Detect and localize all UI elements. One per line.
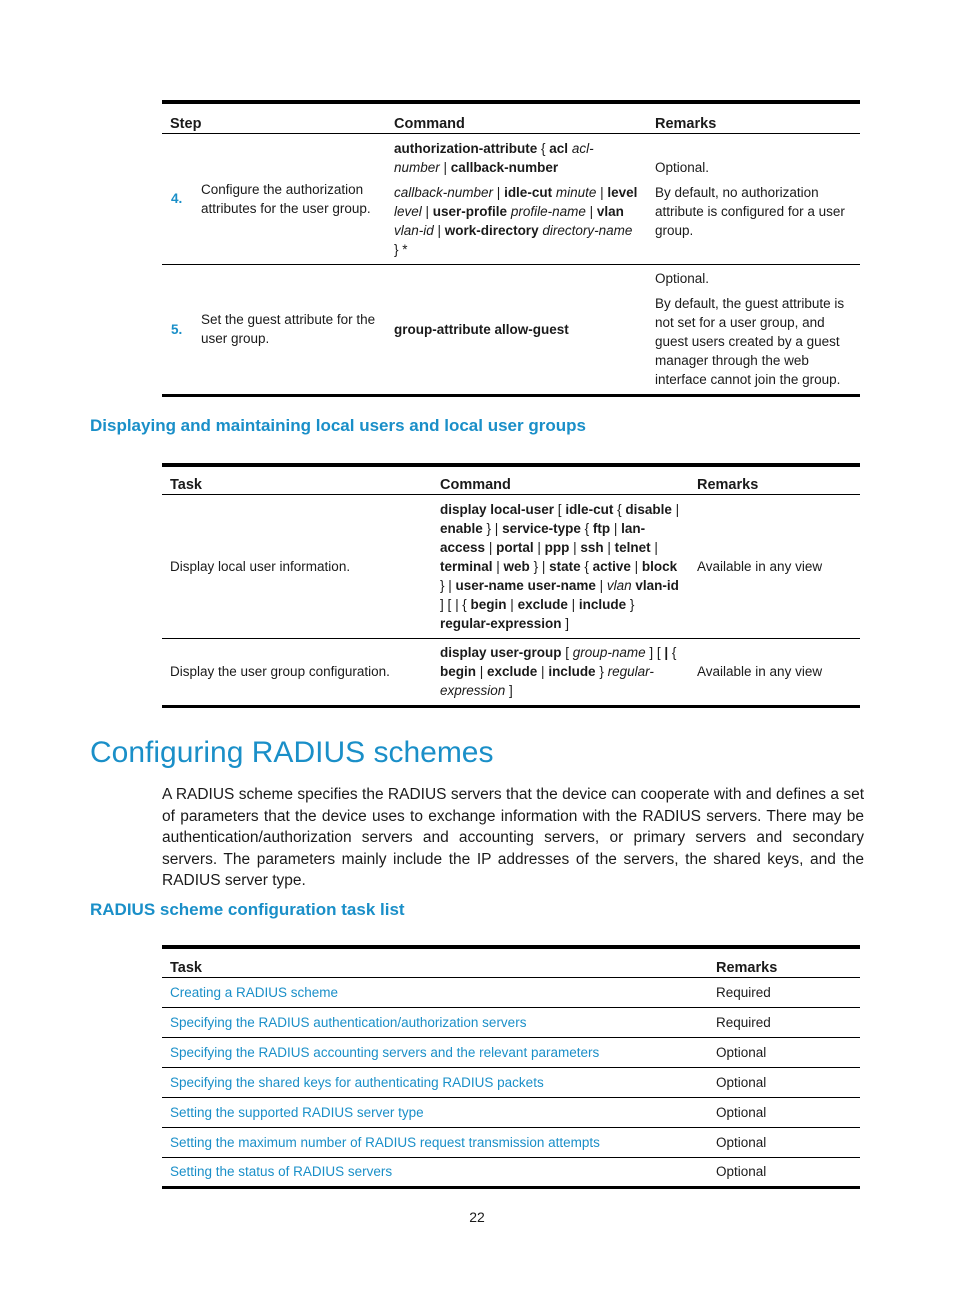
step-description: Configure the authorization attributes for the user group. <box>201 181 371 216</box>
column-header-command: Command <box>432 465 689 494</box>
page-number: 22 <box>469 1209 485 1225</box>
remarks-cell <box>647 133 860 264</box>
step-command-table <box>162 100 860 397</box>
remarks-cell <box>647 264 860 395</box>
table-row <box>162 494 860 638</box>
command-syntax: display user-group [ group-name ] [ | { begin | exclude | include } regular-expression ] <box>440 645 677 698</box>
column-header-task: Task <box>162 947 708 977</box>
section-heading-task-list: RADIUS scheme configuration task list <box>90 900 405 919</box>
remarks-cell: Required <box>708 1007 860 1037</box>
table-row <box>162 1007 860 1037</box>
step-description: Set the guest attribute for the user group. <box>201 312 376 346</box>
task-link-auth-servers[interactable]: Specifying the RADIUS authentication/authorization servers <box>162 1007 708 1037</box>
column-header-remarks: Remarks <box>689 465 860 494</box>
remarks-cell: Required <box>716 984 771 1000</box>
task-link-accounting-servers[interactable]: Specifying the RADIUS accounting servers and the relevant parameters <box>162 1037 708 1067</box>
step-number: 4. <box>171 191 183 206</box>
task-link-shared-keys[interactable]: Specifying the shared keys for authenticating RADIUS packets <box>162 1067 708 1097</box>
command-syntax: authorization-attribute { acl acl-number | callback-number <box>394 140 594 175</box>
command-cell <box>386 133 647 264</box>
column-header-task: Task <box>162 465 432 494</box>
task-link-creating-scheme[interactable]: Creating a RADIUS scheme <box>170 984 339 1000</box>
table-row <box>162 1067 860 1097</box>
table-row <box>162 1127 860 1157</box>
step-cell <box>162 133 386 264</box>
table-row <box>162 133 860 264</box>
task-link-server-status[interactable]: Setting the status of RADIUS servers <box>162 1157 708 1187</box>
display-commands-table <box>162 463 860 708</box>
task-cell: Display the user group configuration. <box>162 638 432 706</box>
table-row <box>162 1157 860 1187</box>
chapter-title: Configuring RADIUS schemes <box>90 736 494 769</box>
column-header-remarks: Remarks <box>647 102 860 133</box>
intro-paragraph: A RADIUS scheme specifies the RADIUS servers that the device can cooperate with and defines a set of parameters that the device uses to exchange information with the RADIUS servers. There may be authentication/authorization servers and accounting servers, or primary servers and secondary servers. The parameters mainly include the IP addresses of the servers, the shared keys, and the RADIUS server type. <box>162 786 864 889</box>
remarks-cell: Optional <box>708 1127 860 1157</box>
task-cell: Display local user information. <box>170 558 351 574</box>
command-syntax: display local-user [ idle-cut { disable | enable } | service-type { ftp | lan-access | portal | ppp | ssh | telnet | terminal | web } | state { active | block } | user-name user-name | vlan vlan-id ] [ | { begin | exclude | include } regular-expression ] <box>440 501 680 631</box>
radius-task-list-table <box>162 945 860 1189</box>
table-row <box>162 264 860 395</box>
remarks-cell: Available in any view <box>697 558 823 574</box>
task-link-max-attempts[interactable]: Setting the maximum number of RADIUS request transmission attempts <box>162 1127 708 1157</box>
table-row <box>162 1097 860 1127</box>
remarks-cell: Available in any view <box>689 638 860 706</box>
table-row <box>162 977 860 1007</box>
command-syntax: callback-number | idle-cut minute | level level | user-profile profile-name | vlan vlan-id | work-directory directory-name } * <box>394 184 638 257</box>
remarks-cell: Optional <box>708 1097 860 1127</box>
step-cell <box>162 264 386 395</box>
column-header-remarks: Remarks <box>708 947 860 977</box>
step-number: 5. <box>171 321 183 337</box>
remarks-cell: Optional <box>708 1157 860 1187</box>
remark-optional: Optional. <box>655 271 710 286</box>
column-header-command: Command <box>386 102 647 133</box>
section-heading-display-maintain: Displaying and maintaining local users and local user groups <box>90 416 586 435</box>
command-cell <box>432 638 689 706</box>
column-header-step: Step <box>162 102 386 133</box>
remarks-cell: Optional <box>708 1067 860 1097</box>
command-cell <box>432 494 689 638</box>
remark-optional: Optional. <box>655 159 710 175</box>
remark-default: By default, no authorization attribute is configured for a user group. <box>655 184 845 238</box>
command-cell <box>386 264 647 395</box>
table-row <box>162 1037 860 1067</box>
table-row <box>162 638 860 706</box>
remarks-cell: Optional <box>708 1037 860 1067</box>
remark-default: By default, the guest attribute is not set for a user group, and guest users created by a guest manager through the web interface cannot join the group. <box>655 296 845 387</box>
command-syntax: group-attribute allow-guest <box>394 321 569 337</box>
task-link-server-type[interactable]: Setting the supported RADIUS server type <box>162 1097 708 1127</box>
